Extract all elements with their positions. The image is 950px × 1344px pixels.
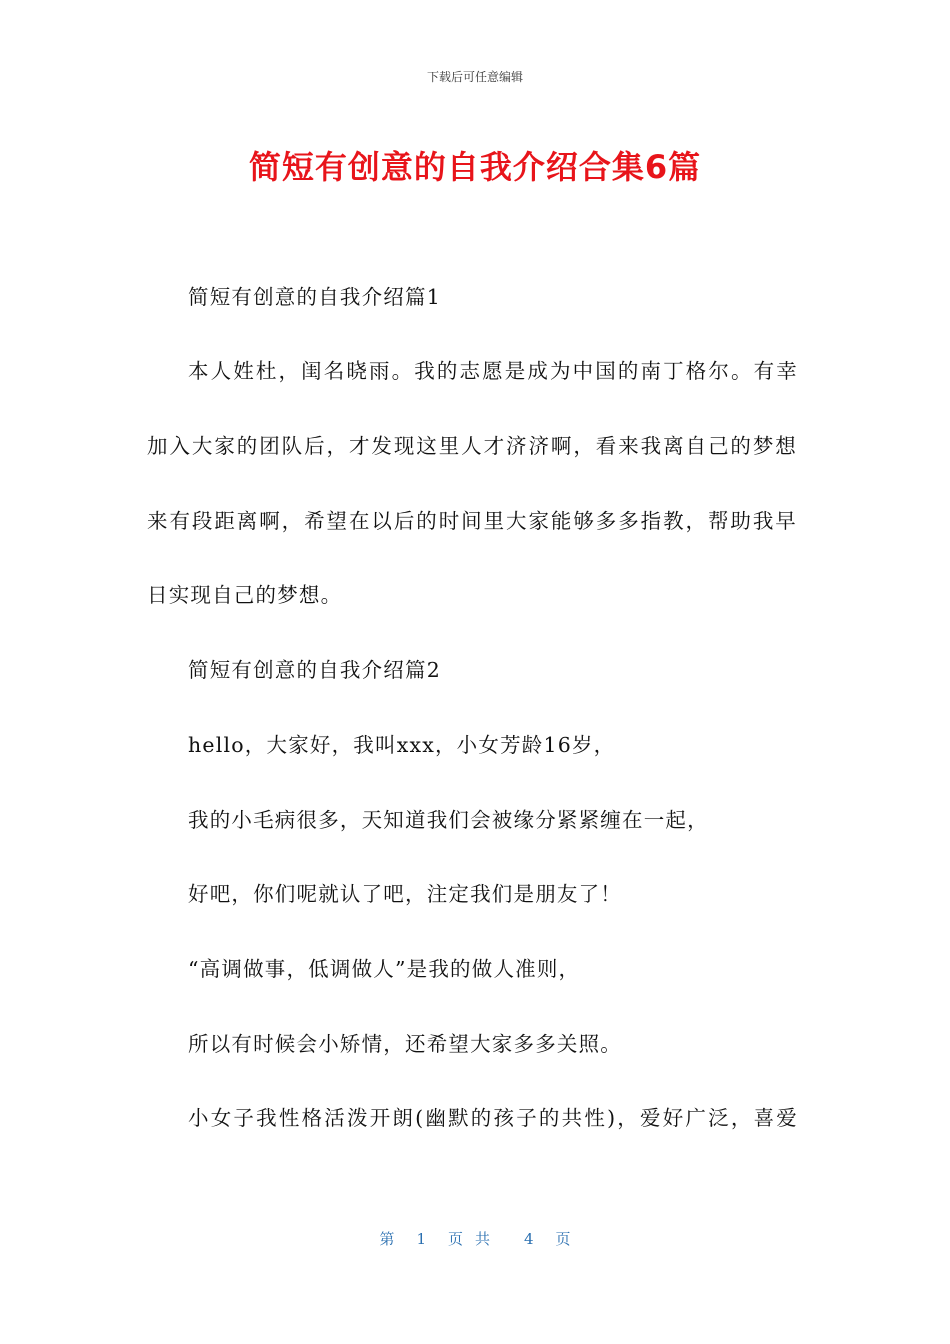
paragraph-line: 加入大家的团队后，才发现这里人才济济啊，看来我离自己的梦想 bbox=[147, 434, 797, 458]
document-title: 简短有创意的自我介绍合集6篇 bbox=[248, 148, 702, 186]
section-heading-1: 简短有创意的自我介绍篇1 bbox=[188, 285, 441, 309]
footer-page-total: 4 bbox=[524, 1230, 534, 1248]
paragraph-line: “高调做事，低调做人”是我的做人准则， bbox=[188, 957, 581, 981]
footer-page-suffix: 页 bbox=[555, 1230, 571, 1248]
paragraph-line: 日实现自己的梦想。 bbox=[147, 583, 343, 607]
header-note: 下载后可任意编辑 bbox=[426, 70, 523, 84]
section-heading-2: 简短有创意的自我介绍篇2 bbox=[188, 658, 441, 682]
footer-page-mid: 页共 bbox=[447, 1230, 502, 1248]
paragraph-line: 我的小毛病很多，天知道我们会被缘分紧紧缠在一起， bbox=[188, 808, 709, 832]
paragraph-line: 本人姓杜，闺名晓雨。我的志愿是成为中国的南丁格尔。有幸 bbox=[188, 359, 798, 383]
footer-page-current: 1 bbox=[416, 1230, 426, 1248]
paragraph-line: 所以有时候会小矫情，还希望大家多多关照。 bbox=[188, 1032, 622, 1056]
page-footer bbox=[0, 1228, 950, 1249]
paragraph-line: 来有段距离啊，希望在以后的时间里大家能够多多指教，帮助我早 bbox=[147, 509, 797, 533]
footer-page-prefix: 第 bbox=[379, 1230, 395, 1248]
paragraph-line: 小女子我性格活泼开朗(幽默的孩子的共性)，爱好广泛，喜爱 bbox=[188, 1106, 798, 1130]
paragraph-line: hello，大家好，我叫xxx，小女芳龄16岁， bbox=[188, 733, 616, 757]
paragraph-line: 好吧，你们呢就认了吧，注定我们是朋友了！ bbox=[188, 882, 622, 906]
